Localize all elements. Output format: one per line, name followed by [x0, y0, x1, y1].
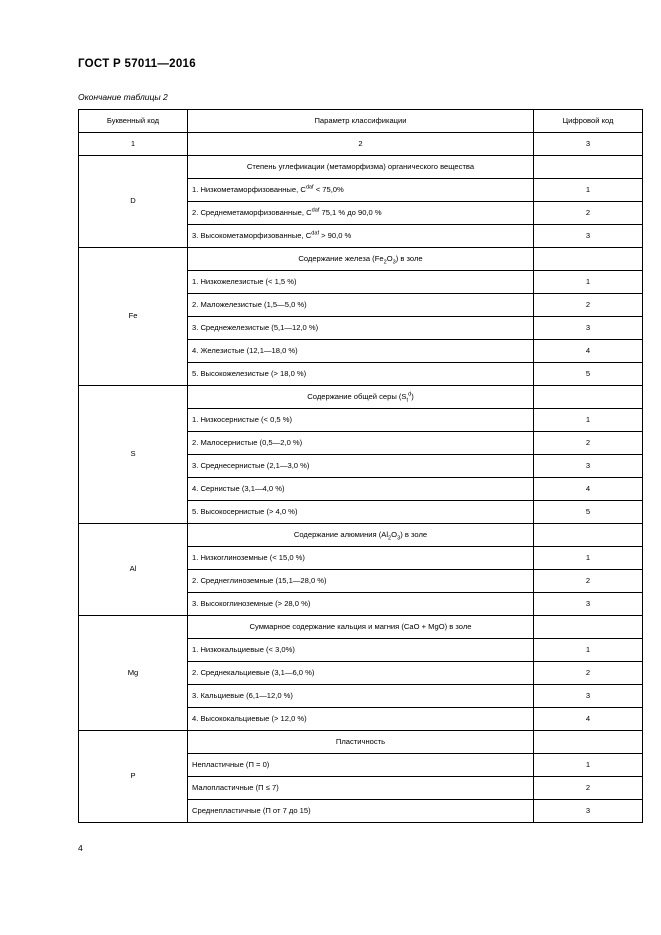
classification-table — [78, 109, 643, 823]
numeric-code-cell: 4 — [534, 708, 643, 731]
numeric-code-cell: 2 — [534, 432, 643, 455]
numeric-code-cell — [534, 524, 643, 547]
parameter-cell: 1. Низкокальциевые (< 3,0%) — [188, 639, 534, 662]
table-column-number-row — [79, 133, 643, 156]
table-row — [79, 616, 643, 639]
numeric-code-cell — [534, 156, 643, 179]
parameter-cell: 3. Кальциевые (6,1—12,0 %) — [188, 685, 534, 708]
numeric-code-cell: 3 — [534, 225, 643, 248]
letter-code-cell: Mg — [79, 616, 188, 731]
column-number-3: 3 — [534, 133, 643, 156]
column-number-2: 2 — [188, 133, 534, 156]
table-row — [79, 524, 643, 547]
numeric-code-cell: 4 — [534, 340, 643, 363]
letter-code-cell: P — [79, 731, 188, 823]
numeric-code-cell: 1 — [534, 271, 643, 294]
page-number: 4 — [78, 843, 83, 853]
group-title-cell: Содержание общей серы $(S_t^d)$ — [188, 386, 534, 409]
letter-code-cell: Al — [79, 524, 188, 616]
parameter-cell: Непластичные (П = 0) — [188, 754, 534, 777]
group-title-cell: Содержание железа $(Fe_2O_3)$ в золе — [188, 248, 534, 271]
parameter-cell: 2. Среднеглиноземные (15,1—28,0 %) — [188, 570, 534, 593]
parameter-cell: Среднепластичные (П от 7 до 15) — [188, 800, 534, 823]
parameter-cell: 1. Низкосернистые (< 0,5 %) — [188, 409, 534, 432]
table-row — [79, 248, 643, 271]
numeric-code-cell — [534, 386, 643, 409]
group-title-cell: Суммарное содержание кальция и магния (CaO + MgO) в золе — [188, 616, 534, 639]
table-row — [79, 156, 643, 179]
numeric-code-cell — [534, 731, 643, 754]
parameter-cell: 1. Низкожелезистые (< 1,5 %) — [188, 271, 534, 294]
parameter-cell: Малопластичные (П ≤ 7) — [188, 777, 534, 800]
numeric-code-cell: 3 — [534, 455, 643, 478]
numeric-code-cell: 5 — [534, 363, 643, 386]
numeric-code-cell — [534, 248, 643, 271]
numeric-code-cell: 4 — [534, 478, 643, 501]
standard-number-heading: ГОСТ Р 57011—2016 — [78, 58, 196, 70]
group-title-cell: Содержание алюминия $(Al_2O_3)$ в золе — [188, 524, 534, 547]
group-title-cell: Пластичность — [188, 731, 534, 754]
header-classification-parameter: Параметр классификации — [188, 110, 534, 133]
numeric-code-cell: 1 — [534, 547, 643, 570]
parameter-cell: 5. Высокосернистые (> 4,0 %) — [188, 501, 534, 524]
parameter-cell: 4. Высококальциевые (> 12,0 %) — [188, 708, 534, 731]
parameter-cell: 2. Маложелезистые (1,5—5,0 %) — [188, 294, 534, 317]
numeric-code-cell: 2 — [534, 570, 643, 593]
parameter-cell: 2. Среднеметаморфизованные, $C^{daf}$ 75,1 % до 90,0 % — [188, 202, 534, 225]
parameter-cell: 2. Среднекальциевые (3,1—6,0 %) — [188, 662, 534, 685]
parameter-cell: 4. Сернистые (3,1—4,0 %) — [188, 478, 534, 501]
letter-code-cell: S — [79, 386, 188, 524]
numeric-code-cell: 2 — [534, 202, 643, 225]
numeric-code-cell: 1 — [534, 639, 643, 662]
parameter-cell: 1. Низкоглиноземные (< 15,0 %) — [188, 547, 534, 570]
numeric-code-cell: 3 — [534, 685, 643, 708]
header-letter-code: Буквенный код — [79, 110, 188, 133]
column-number-1: 1 — [79, 133, 188, 156]
letter-code-cell: D — [79, 156, 188, 248]
table-caption: Окончание таблицы 2 — [78, 92, 168, 102]
table-row — [79, 731, 643, 754]
numeric-code-cell: 3 — [534, 593, 643, 616]
header-numeric-code: Цифровой код — [534, 110, 643, 133]
parameter-cell: 4. Железистые (12,1—18,0 %) — [188, 340, 534, 363]
numeric-code-cell: 2 — [534, 294, 643, 317]
letter-code-cell: Fe — [79, 248, 188, 386]
numeric-code-cell — [534, 616, 643, 639]
parameter-cell: 5. Высокожелезистые (> 18,0 %) — [188, 363, 534, 386]
parameter-cell: 3. Высокометаморфизованные, $C^{daf} > 90,0$ % — [188, 225, 534, 248]
parameter-cell: 3. Высокоглиноземные (> 28,0 %) — [188, 593, 534, 616]
table-row — [79, 386, 643, 409]
table-header-row — [79, 110, 643, 133]
parameter-cell: 2. Малосернистые (0,5—2,0 %) — [188, 432, 534, 455]
numeric-code-cell: 1 — [534, 754, 643, 777]
numeric-code-cell: 3 — [534, 800, 643, 823]
group-title-cell: Степень углефикации (метаморфизма) органического вещества — [188, 156, 534, 179]
numeric-code-cell: 1 — [534, 409, 643, 432]
numeric-code-cell: 2 — [534, 662, 643, 685]
numeric-code-cell: 2 — [534, 777, 643, 800]
parameter-cell: 1. Низкометаморфизованные, $C^{daf} < 75,0\%$ — [188, 179, 534, 202]
numeric-code-cell: 5 — [534, 501, 643, 524]
numeric-code-cell: 3 — [534, 317, 643, 340]
parameter-cell: 3. Среднежелезистые (5,1—12,0 %) — [188, 317, 534, 340]
numeric-code-cell: 1 — [534, 179, 643, 202]
parameter-cell: 3. Среднесернистые (2,1—3,0 %) — [188, 455, 534, 478]
